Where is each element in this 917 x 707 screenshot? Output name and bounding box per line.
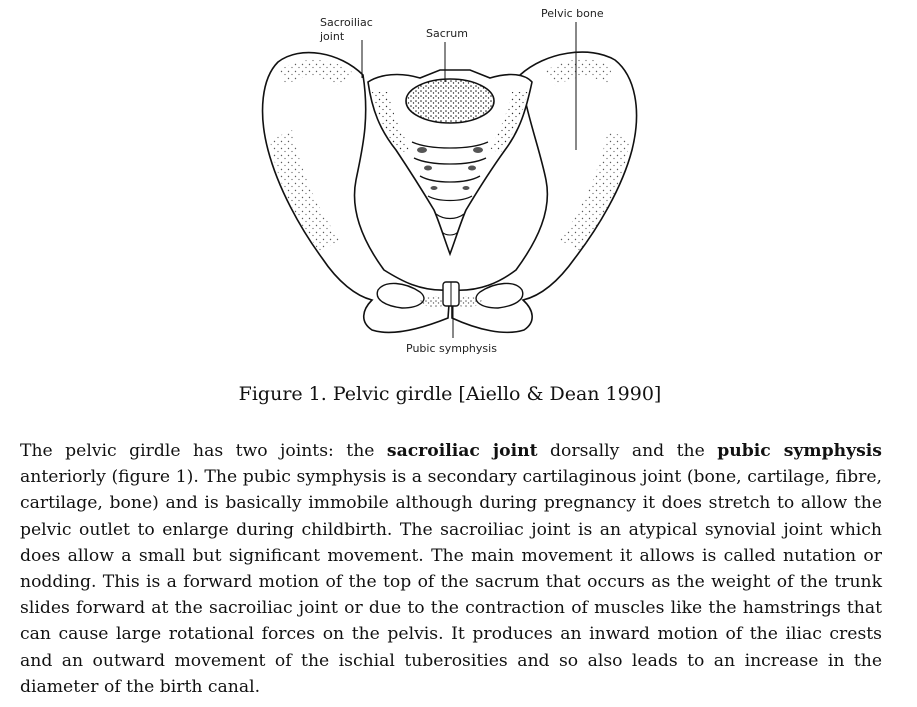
- term-sacroiliac-joint: sacroiliac joint: [386, 441, 538, 461]
- label-sacroiliac-line1: Sacroiliac: [320, 16, 373, 29]
- sacral-promontory: [406, 79, 494, 123]
- term-pubic-symphysis: pubic symphysis: [717, 441, 882, 461]
- label-pubic-symphysis: Pubic symphysis: [406, 342, 497, 355]
- body-paragraph: [20, 438, 882, 700]
- label-sacroiliac-line2: joint: [320, 30, 345, 43]
- para-text-3: anteriorly (figure 1). The pubic symphysis is a secondary cartilaginous joint (bone, cartilage, fibre, cartilage, bone) and is basically immobile although during pregnancy it does stretch to allow the pelvic outlet to enlarge during childbirth. The sacroiliac joint is an atypical synovial joint which does allow a small but significant movement. The main movement it allows is called nutation or nodding. This is a forward motion of the top of the sacrum that occurs as the weight of the trunk slides forward at the sacroiliac joint or due to the contraction of muscles like the hamstrings that can cause large rotational forces on the pelvis. It produces an inward motion of the iliac crests and an outward movement of the ischial tuberosities and so also leads to an increase in the diameter of the birth canal.: [20, 467, 882, 697]
- figure-caption: Figure 1. Pelvic girdle [Aiello & Dean 1990]: [238, 383, 662, 405]
- label-sacrum: Sacrum: [426, 27, 468, 40]
- para-text-1: The pelvic girdle has two joints: the: [20, 441, 387, 461]
- para-text-2: dorsally and the: [537, 441, 718, 461]
- label-pelvic-bone: Pelvic bone: [541, 7, 604, 20]
